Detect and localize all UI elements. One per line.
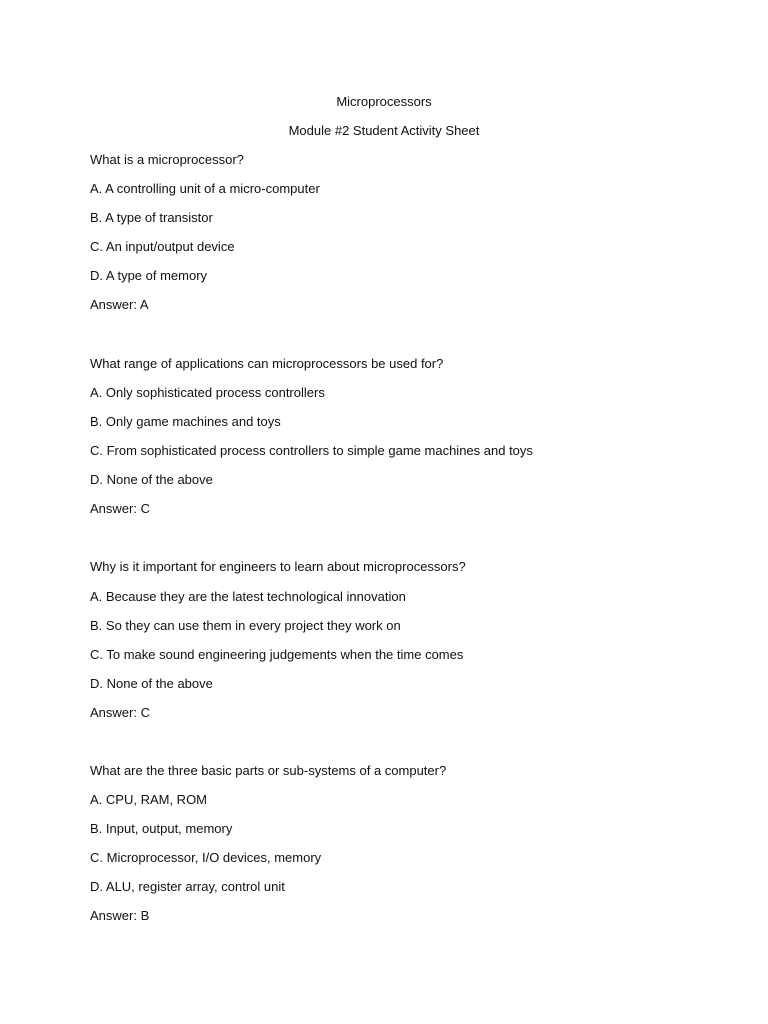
question-2-option-c: C. From sophisticated process controllers to simple game machines and toys (90, 443, 533, 458)
question-2-option-d: D. None of the above (90, 472, 213, 487)
question-4-answer: Answer: B (90, 908, 150, 923)
question-3-option-a: A. Because they are the latest technological innovation (90, 589, 406, 604)
question-1-text: What is a microprocessor? (90, 152, 244, 167)
question-3-option-c: C. To make sound engineering judgements when the time comes (90, 647, 464, 662)
question-4-option-a: A. CPU, RAM, ROM (90, 792, 208, 807)
question-1-option-b: B. A type of transistor (90, 210, 213, 225)
question-4-text: What are the three basic parts or sub-systems of a computer? (90, 763, 447, 778)
question-3-option-d: D. None of the above (90, 676, 213, 691)
question-3-text: Why is it important for engineers to learn about microprocessors? (90, 559, 466, 574)
question-1-option-a: A. A controlling unit of a micro-computer (90, 181, 320, 196)
question-2-text: What range of applications can microprocessors be used for? (90, 356, 444, 371)
question-1-option-d: D. A type of memory (90, 268, 208, 283)
question-4-option-c: C. Microprocessor, I/O devices, memory (90, 850, 322, 865)
question-2-answer: Answer: C (90, 501, 150, 516)
question-1-answer: Answer: A (90, 297, 149, 312)
question-3-option-b: B. So they can use them in every project they work on (90, 618, 401, 633)
question-4-option-b: B. Input, output, memory (90, 821, 233, 836)
document-title: Microprocessors (336, 94, 432, 109)
question-4-option-d: D. ALU, register array, control unit (90, 879, 285, 894)
question-2-option-a: A. Only sophisticated process controllers (90, 385, 325, 400)
question-2-option-b: B. Only game machines and toys (90, 414, 281, 429)
document-subtitle: Module #2 Student Activity Sheet (288, 123, 480, 138)
question-3-answer: Answer: C (90, 705, 150, 720)
question-1-option-c: C. An input/output device (90, 239, 235, 254)
